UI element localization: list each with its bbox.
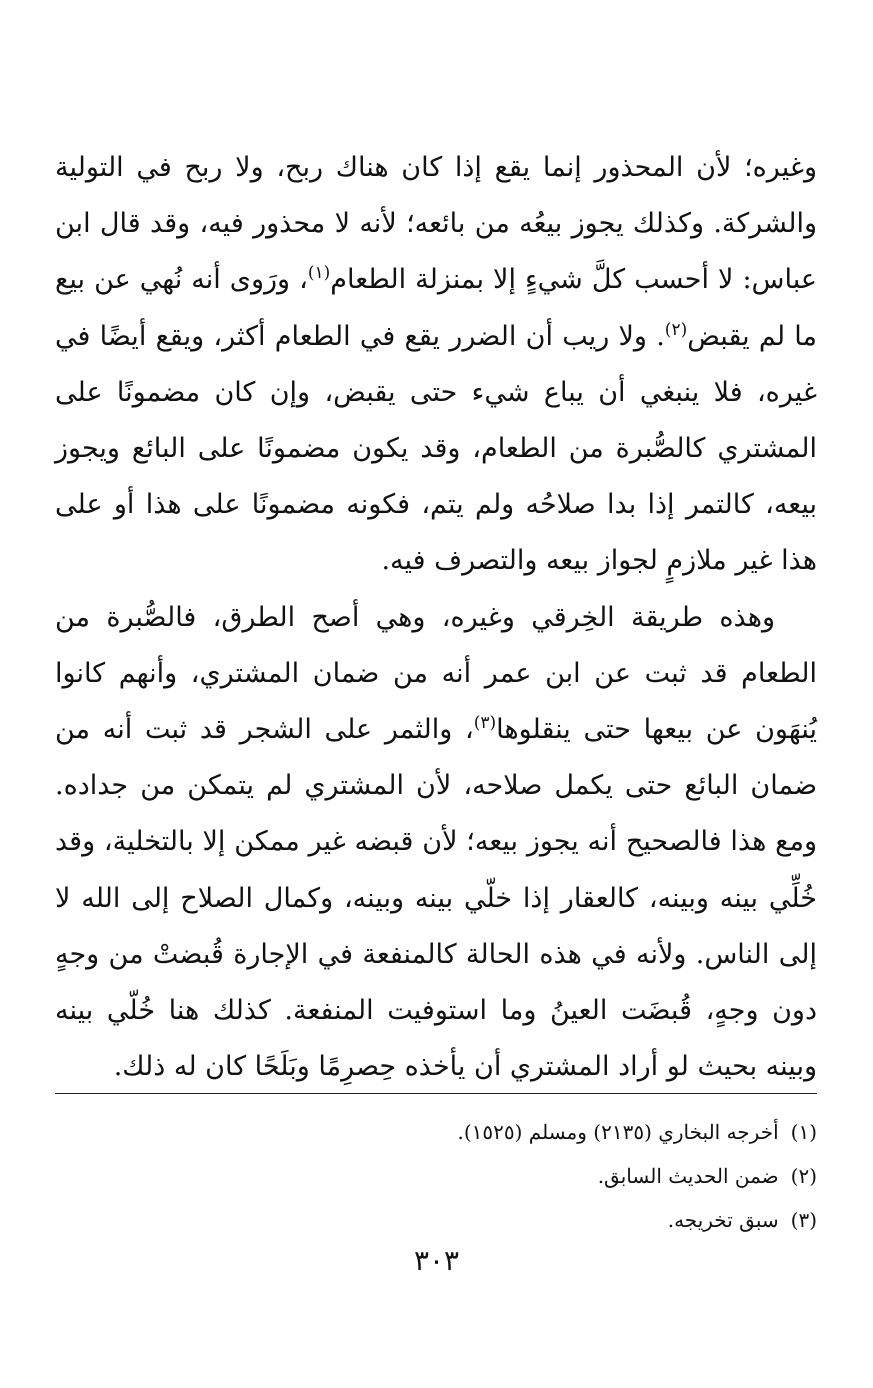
footnote-2 — [55, 1154, 817, 1198]
footnote-ref-3[interactable]: (٣) — [473, 713, 497, 734]
main-text — [55, 140, 817, 1095]
text-run: . ولا ريب أن الضرر يقع في الطعام أكثر، ويقع أيضًا في غيره، فلا ينبغي أن يباع شيء حتى يقبض، وإن كان مضمونًا على المشتري كالصُّبرة من الطعام، وقد يكون مضمونًا على البائع ويجوز بيعه، كالتمر إذا بدا صلاحُه ولم يتم، فكونه مضمونًا على هذا أو على هذا غير ملازمٍ لجواز بيعه والتصرف فيه. — [55, 320, 817, 577]
paragraph-2 — [55, 590, 817, 1096]
footnote-ref-1[interactable]: (١) — [307, 263, 331, 284]
footnote-1 — [55, 1110, 817, 1154]
text-run: وهذه طريقة الخِرقي وغيره، وهي أصح الطرق، فالصُّبرة من الطعام قد ثبت عن ابن عمر أنه من ضمان المشتري، وأنهم كانوا يُنهَون عن بيعها حتى ينقلوها — [55, 601, 817, 746]
footnote-ref-2[interactable]: (٢) — [664, 319, 688, 340]
footnote-number: (٣) — [790, 1208, 817, 1232]
text-run: ، والثمر على الشجر قد ثبت أنه من ضمان البائع حتى يكمل صلاحه، لأن المشتري لم يتمكن من جداده. ومع هذا فالصحيح أنه يجوز بيعه؛ لأن قبضه غير ممكن إلا بالتخلية، وقد خُلِّي بينه وبينه، كالعقار إذا خلّي بينه وبينه، وكمال الصلاح إلى الله لا إلى الناس. ولأنه في هذه الحالة كالمنفعة في الإجارة قُبضتْ من وجهٍ دون وجهٍ، قُبضَت العينُ وما استوفيت المنفعة. كذلك هنا خُلّي بينه وبينه بحيث لو أراد المشتري أن يأخذه حِصرِمًا وبَلَحًا كان له ذلك. — [55, 714, 817, 1083]
text-run: ، ورَوى أنه نُهي عن بيع ما لم يقبض — [55, 264, 817, 352]
paragraph-1 — [55, 140, 817, 590]
footnote-divider — [55, 1093, 817, 1094]
footnote-text: سبق تخريجه. — [667, 1208, 779, 1232]
page-number: ٣٠٣ — [413, 1244, 460, 1277]
footnote-text: أخرجه البخاري (٢١٣٥) ومسلم (١٥٢٥). — [457, 1120, 779, 1144]
footnote-text: ضمن الحديث السابق. — [597, 1164, 779, 1188]
footnote-number: (١) — [790, 1120, 817, 1144]
text-run: وغيره؛ لأن المحذور إنما يقع إذا كان هناك ربح، ولا ربح في التولية والشركة. وكذلك يجوز بيعُه من بائعه؛ لأنه لا محذور فيه، وقد قال ابن عباس: لا أحسب كلَّ شيءٍ إلا بمنزلة الطعام — [55, 152, 817, 296]
footnotes — [55, 1110, 817, 1242]
footnote-3 — [55, 1198, 817, 1242]
footnote-number: (٢) — [790, 1164, 817, 1188]
